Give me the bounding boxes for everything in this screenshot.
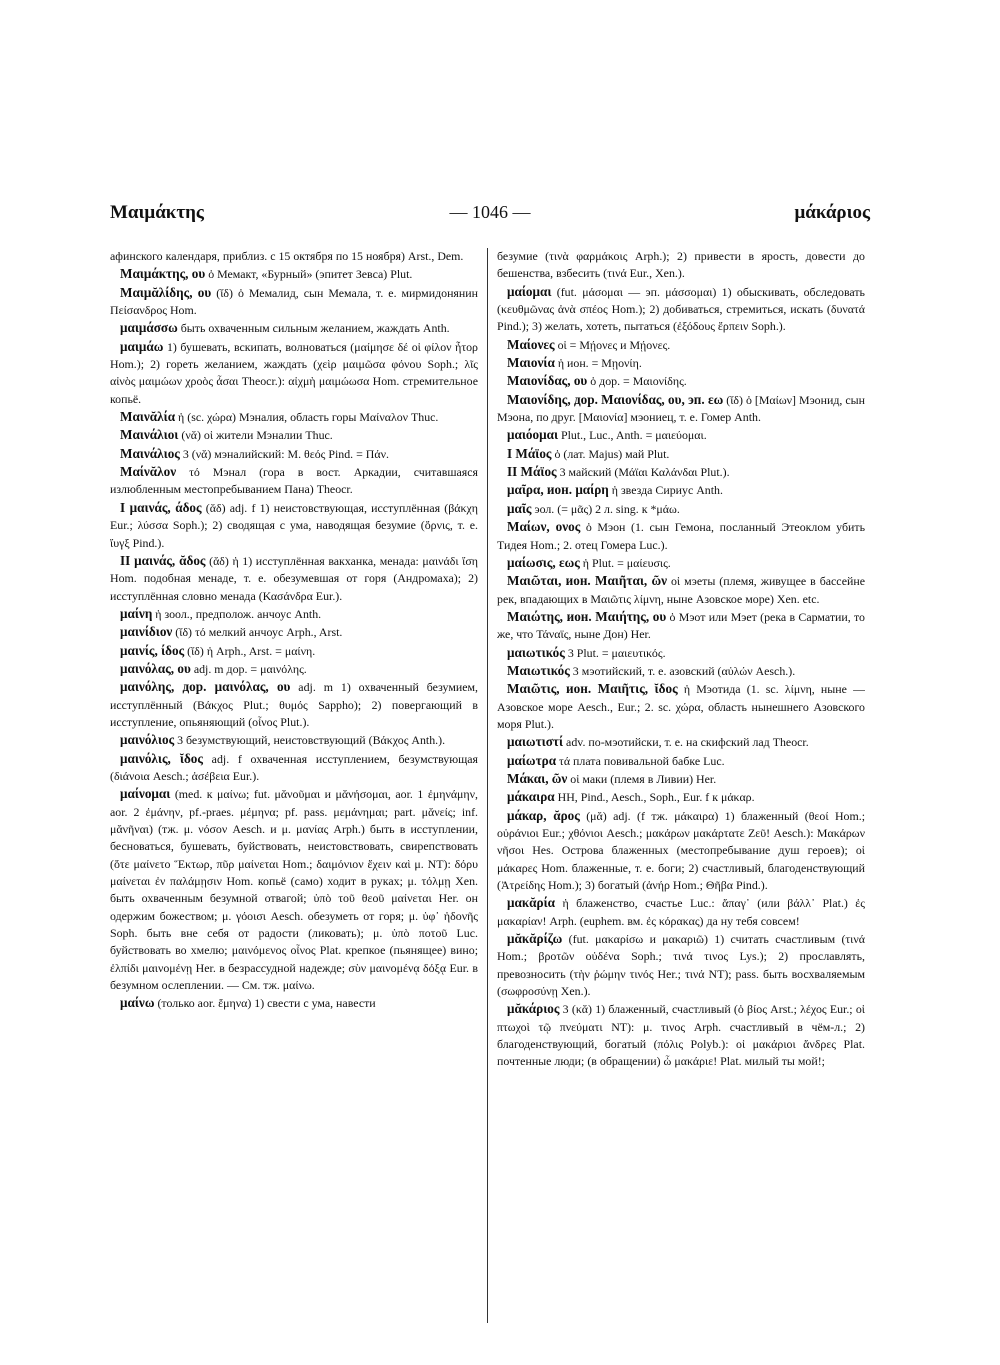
entry-headword: μάκαρ, ᾰρος [507,807,580,823]
entry-definition: ἡ (sc. χώρα) Мэналия, область горы Μαίναλον Thuc. [175,410,439,425]
entry-headword: II μαινάς, ᾰδος [120,552,206,568]
entry-definition: ὁ Мэот или Мэет (река в Сарматии, то же, что Τάναϊς, ныне Дон) Her. [497,609,865,642]
entry-definition: 3 (κᾰ) 1) блаженный, счастливый (ὁ βίος Arst.; λέχος Eur.; οἱ πτωχοὶ τῷ πνεύματι NT): μ. τινος Arph. счастливый в чём-л.; 2) благоденствующий, богатый (πόλις Polyb.): οἱ μακάριοι ἄνδρες Plat. почтенные люди; (в обращении) ὦ μακάριε! Plat. милый ты мой!; [497,1002,865,1069]
dictionary-columns [110,248,870,1328]
dictionary-entry [497,644,865,662]
entry-definition: (ῐδ) ὁ Мемалид, сын Мемала, т. е. мирмидонянин Πείσανδρος Hom. [110,285,478,318]
dictionary-entry [497,481,865,499]
entry-definition: (fut. μάσομαι — эп. μάσσομαι) 1) обыскивать, обследовать (κευθμῶνας ἀνὰ σπέος Hom.); 2) добиваться, стремиться, искать (δυνατά Pind.); 3) желать, хотеть, пытаться (ἐξόδους ἕρπειν Soph.). [497,284,865,334]
entry-headword: μαινόλης, дор. μαινόλας, ου [120,679,291,695]
entry-definition: τό Мэнал (гора в вост. Аркадии, считавшаяся излюбленным местопребыванием Пана) Theocr. [110,465,478,497]
dictionary-entry [497,752,865,770]
entry-definition: ὁ Мэон (1. сын Гемона, посланный Этеоклом убить Тидея Hom.; 2. отец Гомера Luc.). [497,520,865,552]
entry-headword: μαιμάσσω [120,320,178,336]
dictionary-entry [497,354,865,372]
entry-headword: II Μάϊος [507,464,557,480]
dictionary-entry [110,463,478,499]
entry-definition: эол. (= μᾶς) 2 л. sing. к *μάω. [531,501,680,516]
entry-definition: ἡ Plut. = μαίευσις. [579,555,671,570]
entry-headword: μᾰκάριος [507,1001,560,1017]
entry-headword: Μαιώτης, ион. Μαιήτης, ου [507,608,667,624]
dictionary-entry [497,426,865,444]
entry-definition: ἡ ион. = Μῃονίη. [554,356,642,371]
entry-definition: (ᾰδ) adj. f 1) неистовствующая, исступлённая (βάκχη Eur.; λύσσα Soph.); 2) сводящая с ума, наводящая безумие (ὄρνις, т. е. ἴυγξ Pind.). [110,500,478,550]
page-header [110,202,870,228]
entry-headword: Μάκαι, ῶν [507,770,568,786]
entry-definition: (ᾰδ) ἡ 1) исступлённая вакханка, менада: μαινάδι ἴση Hom. подобная менаде, т. е. обезумевшая от горя (Андромаха); 2) исступлённая словно менада (Κασάνδρα Eur.). [110,553,478,603]
entry-headword: Μαιονίδης, дор. Μαιονίδας, ου, эп. εω [507,391,724,407]
entry-definition: ἡ Мэотида (1. sc. λίμνη, ныне — Азовское море Aesch., Eur.; 2. sc. χώρα, область нынешнего Азовского моря Plut.). [497,682,865,731]
entry-headword: Μαιμᾰλίδης, ου [120,284,212,300]
entry-definition: ἡ звезда Сириус Anth. [608,483,723,498]
dictionary-entry [497,391,865,427]
dictionary-entry [497,283,865,336]
entry-definition: 3 Plut. = μαιευτικός. [564,645,666,660]
entry-definition: οἱ мэеты (племя, живущее в бассейне рек, впадающих в Μαιῶτις λίμνη, ныне Азовское море) Xen. etc. [497,574,865,606]
dictionary-entry [497,500,865,518]
dictionary-entry [110,408,478,426]
entry-headword: μαίομαι [507,283,552,299]
dictionary-entry [110,623,478,641]
dictionary-entry [110,319,478,337]
page-number: — 1046 — [449,202,531,222]
dictionary-entry [110,994,478,1012]
entry-headword: Μαιονίδας, ου [507,373,588,389]
entry-headword: μακᾰρία [507,895,556,911]
dictionary-entry [497,680,865,733]
entry-headword: Μαιωτικός [507,662,570,678]
entry-definition: (только aor. ἔμηνα) 1) свести с ума, навести [154,996,376,1011]
dictionary-entry [110,248,478,265]
entry-headword: μαίωτρα [507,752,557,768]
dictionary-entry [497,733,865,751]
entry-headword: μαιμάω [120,338,164,354]
header-left-guide-word: Μαιμάκτης [110,202,204,223]
dictionary-entry [110,426,478,444]
entry-definition: Plut., Luc., Anth. = μαιεύομαι. [558,428,707,443]
entry-headword: Μαιῶτις, ион. Μαιῆτις, ῐδος [507,681,678,697]
entry-headword: μαιόομαι [507,427,559,443]
entry-definition: (ῐδ) ὁ [Μαίων] Мэонид, сын Мэона, по друг. [Μαιονία] мэониец, т. е. Гомер Anth. [497,392,865,425]
left-column [110,248,478,1328]
entry-headword: μαινόλιος [120,732,175,748]
entry-headword: I μαινάς, άδος [120,499,202,515]
dictionary-entry [110,731,478,749]
entry-headword: μαίνω [120,995,155,1011]
header-right-guide-word: μάκάριος [794,202,870,223]
dictionary-entry [110,284,478,320]
dictionary-entry [110,338,478,408]
entry-definition: οἱ маки (племя в Ливии) Her. [567,771,717,786]
entry-definition: (med. к μαίνω; fut. μᾰνοῦμαι и μᾰνήσομαι, aor. 1 ἐμηνάμην, aor. 2 ἐμάνην, pf.-praes. μέμηνα; pf. pass. μεμάνημαι; part. μᾰνείς; inf. μᾰνῆναι) (тж. μ. νόσον Aesch. и μ. μανίας Arph.) быть в исступлении, бесноваться, бушевать, буйствовать, неистовствовать, свирепствовать (ὅτε μαίνετο Ἕκτωρ, πῦρ μαίνεται Hom.; δαιμόνιον ἔχειν καὶ μ. NT): δόρυ μαίνεται ἐν παλάμῃσιν Hom. копьё (само) ходит в руках; μ. τόλμῃ Xen. быть охваченным безумной отвагой; ὑπὸ τοῦ θεοῦ μαίνεται Her. он одержим божеством; μ. γόοισι Aesch. обезуметь от горя; μ. ὑφ᾽ ἡδονῆς Soph. быть вне себя от радости (ликовать); μ. ὑπὸ ποτοῦ Luc. буйствовать во хмелю; μαινόμενος οἶνος Plat. крепкое (пьянящее) вино; ἐλπίδι μαινομένῃ Her. в безрассудной надежде; σὺν μαινομένᾳ δόξᾳ Eur. в безумном ослеплении. — См. тж. μαίνω. [110,787,478,993]
entry-definition: ἡ зоол., предполож. анчоус Anth. [152,606,322,621]
right-column [497,248,865,1328]
dictionary-entry [497,336,865,354]
entry-headword: μαῖρα, ион. μαίρη [507,482,609,498]
entry-headword: Μαίονες [507,336,555,352]
dictionary-entry [497,554,865,572]
dictionary-entry [110,678,478,731]
dictionary-entry [497,572,865,608]
dictionary-entry [497,1000,865,1070]
entry-definition: οἱ = Μῄονες и Μῄονες. [554,337,671,352]
entry-definition: ὁ (лат. Majus) май Plut. [551,446,670,461]
dictionary-entry [497,608,865,644]
dictionary-entry [497,372,865,390]
entry-definition: 3 (νᾰ) мэналийский: Μ. θεός Pind. = Πάν. [179,446,389,461]
entry-definition: (μᾰ) adj. (f тж. μάκαιρα) 1) блаженный (θεοί Hom.; οὐράνιοι Eur.; χθόνιοι Aesch.; μακάρων μακάρτατε Ζεῦ! Aesch.): Μακάρων νῆσοι Hes. Острова блаженных (местопребывание душ героев); οἱ μάκαρες Hom. блаженные, т. е. боги; 2) счастливый, благоденствующий (Ἀτρείδης Hom.); 3) богатый (ἀνήρ Hom.; Θῆβα Pind.). [497,808,865,893]
dictionary-entry [497,894,865,930]
dictionary-entry [110,750,478,786]
dictionary-entry [110,785,478,994]
entry-headword: Μαιονία [507,355,555,371]
dictionary-entry [497,518,865,554]
entry-definition: (ῐδ) ἡ Arph., Arst. = μαίνη. [184,643,316,658]
entry-definition: (fut. μακαρίσω и μακαριῶ) 1) считать счастливым (τινά Hom.; βροτῶν οὐδένα Soph.; τινά τινος Lys.); 2) прославлять, превозносить (τὴν ῥώμην τινός Her.; τινά NT); pass. быть восхваляемым (σωφροσύνῃ Xen.). [497,932,865,999]
entry-headword: Μαιῶται, ион. Μαιῆται, ῶν [507,573,668,589]
entry-headword: Μαίων, ονος [507,519,581,535]
entry-definition: афинского календаря, приблиз. с 15 октября по 15 ноября) Arst., Dem. [110,249,464,263]
dictionary-entry [497,770,865,788]
dictionary-entry [110,552,478,605]
dictionary-entry [497,807,865,895]
column-divider [487,248,488,1323]
entry-definition: adv. по-мэотийски, т. е. на скифский лад Theocr. [563,735,809,750]
entry-definition: ἡ блаженство, счастье Luc.: ἄπαγ᾽ (или βάλλ᾽ Plat.) ἐς μακαρίαν! Arph. (euphem. вм. ἐς κόρακας) да ну тебя совсем! [497,896,865,928]
entry-headword: μαῖς [507,500,532,516]
entry-headword: μαίωσις, εως [507,554,580,570]
entry-definition: τά плата повивальной бабке Luc. [556,753,725,768]
dictionary-entry [110,445,478,463]
entry-definition: (ῐδ) τό мелкий анчоус Arph., Arst. [172,625,343,640]
entry-headword: μάκαιρα [507,789,555,805]
entry-headword: I Μάϊος [507,445,552,461]
dictionary-entry [497,788,865,806]
entry-definition: HH, Pind., Aesch., Soph., Eur. f к μάκαρ. [554,790,755,805]
entry-headword: Μαινάλιος [120,445,180,461]
entry-headword: Μαινάλιοι [120,427,179,443]
entry-definition: 3 безумствующий, неистовствующий (Βάκχος Anth.). [174,733,446,748]
entry-definition: быть охваченным сильным желанием, жаждать Anth. [177,321,450,336]
entry-headword: Μαιμάκτης, ου [120,266,206,282]
entry-headword: μᾰκᾰρίζω [507,931,563,947]
entry-definition: 3 мэотийский, т. е. азовский (αὐλών Aesch.). [569,663,796,678]
dictionary-entry [110,660,478,678]
entry-definition: (νᾰ) οἱ жители Мэналии Thuc. [178,428,333,443]
entry-definition: 1) бушевать, вскипать, волноваться (μαίμησε δέ οἱ φίλον ἦτορ Hom.); 2) гореть желанием, жаждать (χεὶρ μαιμῶσα φόνου Soph.; λῖς αἰνὸς μαιμώων χροὸς ἆσαι Theocr.): αἰχμὴ μαιμώωσα Hom. стремительное копьё. [110,339,478,406]
entry-definition: adj. f охваченная исступлением, безумствующая (διάνοια Aesch.; ἀσέβεια Eur.). [110,751,478,783]
dictionary-entry [497,445,865,463]
entry-headword: μαινόλας, ου [120,660,191,676]
dictionary-entry [497,662,865,680]
dictionary-entry [110,265,478,283]
dictionary-entry [110,642,478,660]
entry-headword: μαίνομαι [120,786,171,802]
entry-definition: ὁ Мемакт, «Бурный» (эпитет Зевса) Plut. [205,267,413,282]
entry-definition: ὁ дор. = Μαιονίδης. [587,374,687,389]
entry-headword: μαινόλις, ῐδος [120,750,203,766]
dictionary-entry [110,605,478,623]
entry-headword: μαιωτιστί [507,734,564,750]
dictionary-entry [497,463,865,481]
entry-headword: μαιωτικός [507,644,565,660]
dictionary-entry [497,248,865,283]
entry-definition: adj. m дор. = μαινόλης. [190,661,307,676]
entry-definition: 3 майский (Μάϊαι Καλάνδαι Plut.). [556,465,730,480]
entry-headword: Μαινᾰλία [120,409,176,425]
entry-definition: безумие (τινὰ φαρμάκοις Arph.); 2) привести в ярость, довести до бешенства, взбесить (τινά Eur., Xen.). [497,249,865,281]
entry-definition: adj. m 1) охваченный безумием, исступлённый (Βάκχος Plut.; θυμός Sappho); 2) повергающий в исступление, опьяняющий (οἶνος Plut.). [110,680,478,729]
entry-headword: μαινίδιον [120,624,173,640]
dictionary-entry [497,930,865,1000]
entry-headword: Μαίνᾰλον [120,464,177,480]
entry-headword: μαινίς, ίδος [120,642,185,658]
dictionary-entry [110,499,478,552]
entry-headword: μαίνη [120,605,153,621]
